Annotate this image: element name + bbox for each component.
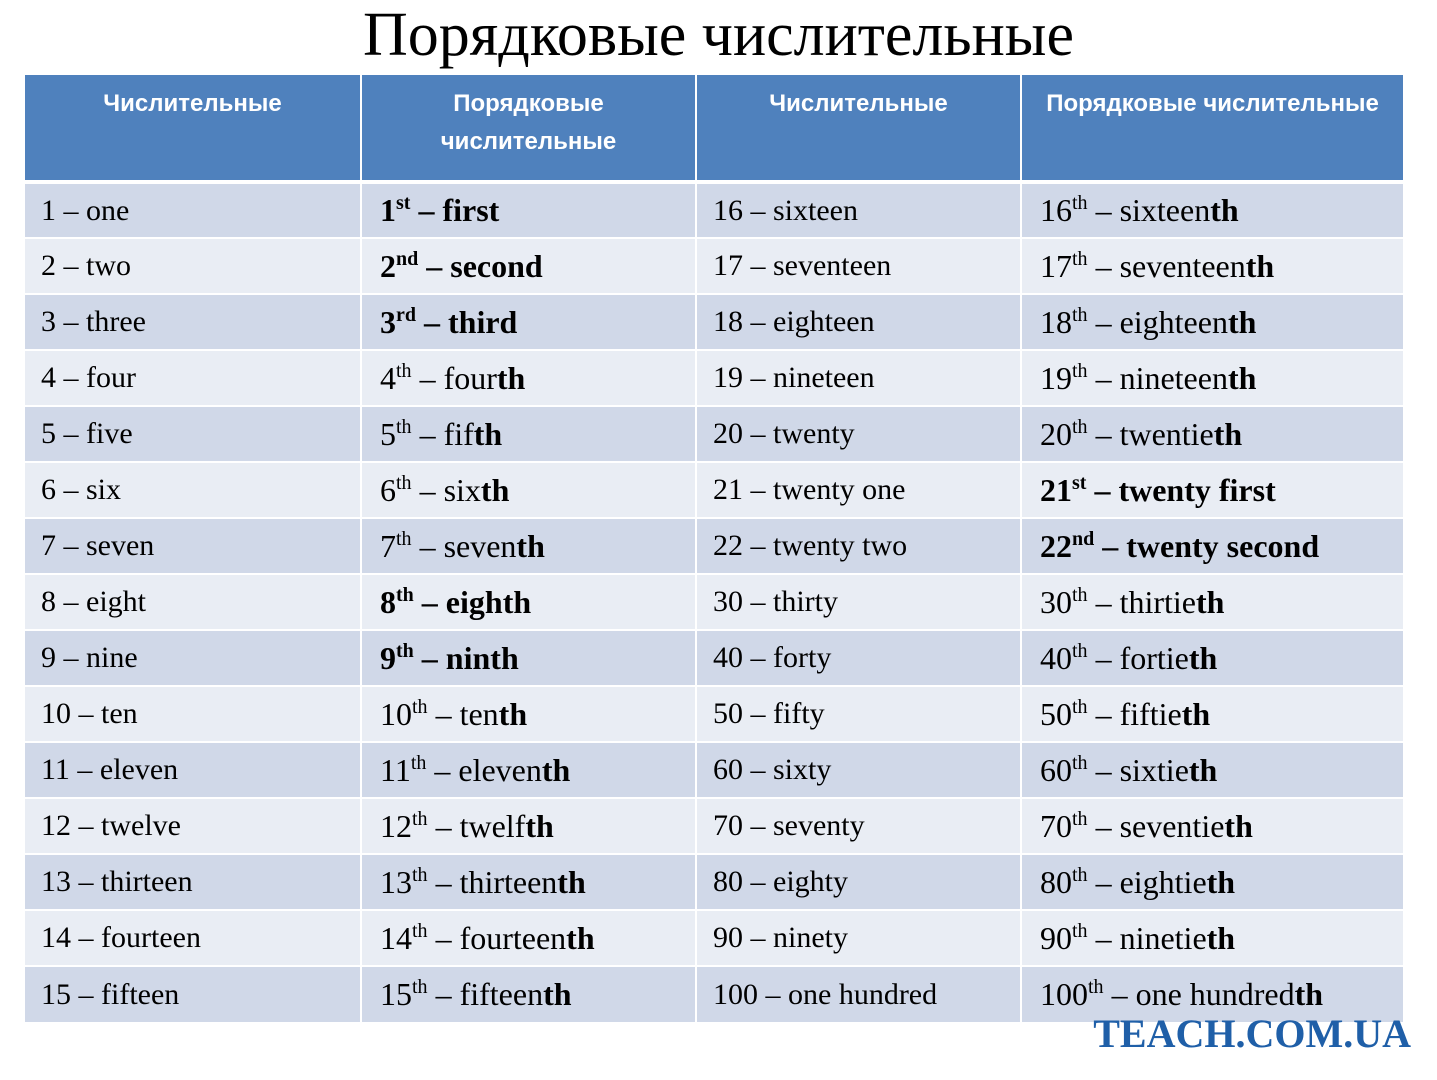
- ordinal-suffix: nd: [396, 247, 419, 270]
- ordinal-dash: –: [1087, 359, 1120, 396]
- ordinal-text: [380, 304, 517, 340]
- ordinal-cell: [1021, 854, 1403, 910]
- cardinal-cell: 13 – thirteen: [25, 854, 361, 910]
- ordinal-number: 90: [1040, 919, 1072, 956]
- ordinal-suffix: th: [1072, 303, 1088, 326]
- ordinal-suffix: th: [412, 919, 428, 942]
- ordinal-suffix: th: [1072, 751, 1088, 774]
- ordinal-ending: th: [1294, 976, 1324, 1012]
- ordinal-cell: [1021, 238, 1403, 294]
- ordinal-cell: [1021, 518, 1403, 574]
- ordinal-text: [380, 192, 499, 228]
- ordinal-text: [1040, 472, 1276, 508]
- header-cardinal-1: Числительные: [25, 75, 361, 182]
- header-ordinal-1: Порядковые числительные: [361, 75, 696, 182]
- ordinal-number: 21: [1040, 471, 1072, 508]
- ordinal-dash: –: [1086, 471, 1119, 508]
- cardinal-cell: 60 – sixty: [696, 742, 1021, 798]
- ordinal-suffix: st: [396, 192, 411, 214]
- cardinal-cell: 12 – twelve: [25, 798, 361, 854]
- ordinal-dash: –: [1087, 751, 1120, 788]
- ordinal-suffix: st: [1072, 471, 1087, 494]
- ordinal-cell: [1021, 574, 1403, 630]
- ordinal-stem: thirtie: [1119, 583, 1196, 620]
- ordinal-cell: [1021, 406, 1403, 462]
- cardinal-cell: 11 – eleven: [25, 742, 361, 798]
- ordinal-dash: –: [1094, 527, 1127, 564]
- numerals-table: [25, 75, 1403, 1022]
- ordinal-suffix: th: [412, 976, 428, 998]
- ordinal-dash: –: [411, 471, 444, 508]
- ordinal-suffix: th: [396, 471, 412, 494]
- ordinal-dash: –: [427, 695, 460, 732]
- ordinal-ending: th: [1227, 359, 1257, 396]
- ordinal-text: [1040, 920, 1235, 956]
- ordinal-cell: [361, 854, 696, 910]
- ordinal-text: [1040, 416, 1242, 452]
- ordinal-ending: th: [525, 807, 554, 844]
- ordinal-dash: –: [1087, 247, 1120, 284]
- ordinal-text: [380, 416, 502, 452]
- ordinal-dash: –: [413, 583, 446, 620]
- ordinal-cell: [361, 574, 696, 630]
- cardinal-cell: 17 – seventeen: [696, 238, 1021, 294]
- cardinal-cell: 18 – eighteen: [696, 294, 1021, 350]
- ordinal-number: 4: [380, 359, 396, 396]
- ordinal-dash: –: [411, 359, 444, 396]
- ordinal-dash: –: [1087, 415, 1120, 452]
- numerals-table-container: [25, 75, 1403, 1022]
- ordinal-ending: th: [1206, 863, 1236, 900]
- ordinal-text: [380, 808, 554, 844]
- ordinal-ending: th: [1195, 583, 1225, 620]
- ordinal-cell: [361, 798, 696, 854]
- ordinal-dash: –: [1087, 303, 1120, 340]
- ordinal-stem: fourteen: [459, 919, 567, 956]
- ordinal-stem: fif: [443, 415, 474, 452]
- table-row: [25, 294, 1403, 350]
- ordinal-ending: th: [498, 695, 528, 732]
- ordinal-text: [1040, 360, 1256, 396]
- ordinal-ending: th: [566, 919, 595, 956]
- ordinal-text: [1040, 528, 1319, 564]
- ordinal-ending: th: [496, 359, 526, 396]
- ordinal-stem: eighteen: [1119, 303, 1228, 340]
- ordinal-cell: [1021, 686, 1403, 742]
- ordinal-ending: first: [442, 192, 500, 228]
- ordinal-number: 3: [380, 303, 396, 340]
- ordinal-cell: [361, 686, 696, 742]
- ordinal-suffix: nd: [1072, 527, 1095, 550]
- ordinal-number: 30: [1040, 583, 1072, 620]
- cardinal-cell: 2 – two: [25, 238, 361, 294]
- ordinal-text: [380, 752, 570, 788]
- ordinal-dash: –: [427, 976, 460, 1012]
- header-ordinal-2: Порядковые числительные: [1021, 75, 1403, 182]
- ordinal-ending: second: [450, 247, 543, 284]
- ordinal-stem: ninetie: [1119, 919, 1207, 956]
- ordinal-suffix: th: [396, 359, 412, 382]
- cardinal-cell: 14 – fourteen: [25, 910, 361, 966]
- table-body: [25, 182, 1403, 1022]
- ordinal-text: [1040, 640, 1217, 676]
- ordinal-dash: –: [427, 807, 460, 844]
- ordinal-cell: [1021, 462, 1403, 518]
- ordinal-text: [1040, 808, 1253, 844]
- ordinal-dash: –: [1087, 807, 1120, 844]
- table-row: [25, 350, 1403, 406]
- cardinal-cell: 8 – eight: [25, 574, 361, 630]
- ordinal-text: [1040, 696, 1210, 732]
- ordinal-stem: eleven: [458, 751, 542, 788]
- cardinal-cell: 16 – sixteen: [696, 182, 1021, 238]
- ordinal-dash: –: [1087, 695, 1120, 732]
- ordinal-cell: [361, 182, 696, 238]
- ordinal-dash: –: [427, 863, 460, 900]
- ordinal-text: [1040, 192, 1239, 228]
- cardinal-cell: 22 – twenty two: [696, 518, 1021, 574]
- ordinal-ending: th: [1188, 751, 1218, 788]
- ordinal-number: 1: [380, 192, 396, 228]
- ordinal-dash: –: [427, 919, 460, 956]
- ordinal-cell: [1021, 910, 1403, 966]
- table-row: [25, 686, 1403, 742]
- cardinal-cell: 5 – five: [25, 406, 361, 462]
- cardinal-cell: 100 – one hundred: [696, 966, 1021, 1022]
- ordinal-suffix: th: [1072, 807, 1088, 830]
- ordinal-stem: six: [443, 471, 481, 508]
- ordinal-cell: [361, 406, 696, 462]
- ordinal-ending: th: [480, 471, 510, 508]
- ordinal-stem: thirteen: [459, 863, 558, 900]
- ordinal-number: 100: [1040, 976, 1088, 1012]
- ordinal-suffix: th: [412, 807, 428, 830]
- ordinal-number: 9: [380, 639, 396, 676]
- ordinal-ending: third: [448, 303, 518, 340]
- ordinal-suffix: rd: [396, 303, 416, 326]
- ordinal-stem: seventeen: [1119, 247, 1246, 284]
- table-row: [25, 238, 1403, 294]
- ordinal-stem: twelf: [459, 807, 526, 844]
- ordinal-number: 19: [1040, 359, 1072, 396]
- ordinal-cell: [361, 238, 696, 294]
- ordinal-text: [1040, 584, 1224, 620]
- ordinal-stem: nineteen: [1119, 359, 1228, 396]
- table-row: [25, 406, 1403, 462]
- page-title: Порядковые числительные: [363, 1, 1074, 69]
- ordinal-number: 14: [380, 919, 412, 956]
- table-row: [25, 182, 1403, 238]
- ordinal-ending: th: [1213, 415, 1243, 452]
- ordinal-suffix: th: [1072, 192, 1088, 214]
- ordinal-stem: seven: [443, 527, 517, 564]
- ordinal-ending: ninth: [445, 639, 519, 676]
- ordinal-ending: th: [557, 863, 586, 900]
- ordinal-text: [380, 584, 531, 620]
- cardinal-cell: 90 – ninety: [696, 910, 1021, 966]
- cardinal-cell: 1 – one: [25, 182, 361, 238]
- cardinal-cell: 7 – seven: [25, 518, 361, 574]
- ordinal-number: 80: [1040, 863, 1072, 900]
- ordinal-text: [380, 976, 572, 1012]
- cardinal-cell: 21 – twenty one: [696, 462, 1021, 518]
- ordinal-ending: th: [1245, 247, 1275, 284]
- ordinal-number: 22: [1040, 527, 1072, 564]
- ordinal-text: [380, 248, 543, 284]
- ordinal-number: 12: [380, 807, 412, 844]
- ordinal-cell: [1021, 630, 1403, 686]
- ordinal-suffix: th: [1088, 976, 1104, 998]
- ordinal-stem: fiftie: [1119, 695, 1182, 732]
- ordinal-cell: [361, 294, 696, 350]
- ordinal-suffix: th: [1072, 359, 1088, 382]
- ordinal-number: 15: [380, 976, 412, 1012]
- ordinal-stem: one hundred: [1135, 976, 1295, 1012]
- ordinal-text: [380, 528, 545, 564]
- ordinal-number: 16: [1040, 192, 1072, 228]
- ordinal-dash: –: [418, 247, 451, 284]
- ordinal-stem: twentie: [1119, 415, 1214, 452]
- cardinal-cell: 20 – twenty: [696, 406, 1021, 462]
- ordinal-cell: [361, 966, 696, 1022]
- cardinal-cell: 3 – three: [25, 294, 361, 350]
- table-row: [25, 462, 1403, 518]
- ordinal-cell: [361, 518, 696, 574]
- ordinal-cell: [361, 350, 696, 406]
- table-header-row: [25, 75, 1403, 182]
- ordinal-dash: –: [411, 527, 444, 564]
- ordinal-suffix: th: [412, 695, 428, 718]
- ordinal-stem: sixtie: [1119, 751, 1189, 788]
- ordinal-ending: th: [1181, 695, 1211, 732]
- ordinal-ending: th: [1188, 639, 1218, 676]
- ordinal-text: [1040, 752, 1217, 788]
- ordinal-suffix: th: [1072, 695, 1088, 718]
- ordinal-text: [380, 640, 519, 676]
- ordinal-suffix: th: [412, 863, 428, 886]
- ordinal-number: 50: [1040, 695, 1072, 732]
- cardinal-cell: 70 – seventy: [696, 798, 1021, 854]
- ordinal-ending: eighth: [445, 583, 532, 620]
- ordinal-suffix: th: [1072, 247, 1088, 270]
- ordinal-suffix: th: [410, 751, 427, 774]
- ordinal-ending: th: [1206, 919, 1236, 956]
- cardinal-cell: 10 – ten: [25, 686, 361, 742]
- ordinal-suffix: th: [396, 583, 414, 606]
- ordinal-number: 6: [380, 471, 396, 508]
- ordinal-stem: fifteen: [459, 976, 544, 1012]
- ordinal-number: 17: [1040, 247, 1072, 284]
- ordinal-text: [1040, 864, 1235, 900]
- ordinal-number: 2: [380, 247, 396, 284]
- ordinal-ending: th: [1227, 303, 1257, 340]
- ordinal-stem: eightie: [1119, 863, 1207, 900]
- cardinal-cell: 6 – six: [25, 462, 361, 518]
- ordinal-suffix: th: [1072, 863, 1088, 886]
- ordinal-suffix: th: [1072, 639, 1088, 662]
- ordinal-text: [1040, 248, 1274, 284]
- ordinal-cell: [1021, 350, 1403, 406]
- cardinal-cell: 50 – fifty: [696, 686, 1021, 742]
- header-cardinal-2: Числительные: [696, 75, 1021, 182]
- ordinal-suffix: th: [396, 527, 412, 550]
- ordinal-cell: [361, 630, 696, 686]
- ordinal-cell: [1021, 294, 1403, 350]
- ordinal-stem: seventie: [1119, 807, 1225, 844]
- ordinal-ending: th: [1224, 807, 1253, 844]
- ordinal-suffix: th: [1072, 415, 1088, 438]
- ordinal-ending: twenty first: [1118, 471, 1276, 508]
- ordinal-ending: th: [516, 527, 545, 564]
- cardinal-cell: 80 – eighty: [696, 854, 1021, 910]
- ordinal-suffix: th: [396, 415, 412, 438]
- ordinal-dash: –: [410, 192, 443, 228]
- ordinal-number: 11: [380, 751, 411, 788]
- table-row: [25, 910, 1403, 966]
- ordinal-number: 7: [380, 527, 396, 564]
- ordinal-dash: –: [416, 303, 448, 340]
- table-row: [25, 798, 1403, 854]
- ordinal-suffix: th: [1072, 919, 1088, 942]
- cardinal-cell: 19 – nineteen: [696, 350, 1021, 406]
- ordinal-suffix: th: [1072, 583, 1088, 606]
- ordinal-ending: th: [1210, 192, 1239, 228]
- cardinal-cell: 15 – fifteen: [25, 966, 361, 1022]
- table-row: [25, 742, 1403, 798]
- ordinal-dash: –: [1087, 639, 1120, 676]
- table-row: [25, 630, 1403, 686]
- ordinal-dash: –: [1103, 976, 1136, 1012]
- ordinal-number: 40: [1040, 639, 1072, 676]
- ordinal-number: 20: [1040, 415, 1072, 452]
- ordinal-dash: –: [1087, 919, 1120, 956]
- table-row: [25, 574, 1403, 630]
- ordinal-number: 70: [1040, 807, 1072, 844]
- ordinal-cell: [361, 910, 696, 966]
- ordinal-number: 5: [380, 415, 396, 452]
- cardinal-cell: 30 – thirty: [696, 574, 1021, 630]
- ordinal-text: [1040, 976, 1323, 1012]
- ordinal-text: [380, 360, 525, 396]
- ordinal-number: 13: [380, 863, 412, 900]
- ordinal-ending: th: [541, 751, 571, 788]
- ordinal-dash: –: [411, 415, 444, 452]
- ordinal-text: [380, 864, 586, 900]
- ordinal-dash: –: [1087, 192, 1120, 228]
- ordinal-dash: –: [413, 639, 446, 676]
- ordinal-ending: th: [473, 415, 503, 452]
- ordinal-dash: –: [426, 751, 459, 788]
- table-row: [25, 518, 1403, 574]
- ordinal-stem: four: [443, 359, 497, 396]
- ordinal-dash: –: [1087, 583, 1120, 620]
- ordinal-text: [380, 920, 595, 956]
- cardinal-cell: 9 – nine: [25, 630, 361, 686]
- ordinal-cell: [1021, 798, 1403, 854]
- ordinal-ending: twenty second: [1126, 527, 1320, 564]
- ordinal-number: 18: [1040, 303, 1072, 340]
- ordinal-number: 10: [380, 695, 412, 732]
- ordinal-stem: fortie: [1119, 639, 1189, 676]
- table-row: [25, 854, 1403, 910]
- ordinal-text: [1040, 304, 1256, 340]
- ordinal-ending: th: [543, 976, 572, 1012]
- ordinal-text: [380, 696, 527, 732]
- ordinal-cell: [1021, 182, 1403, 238]
- site-brand-logo: TEACH.COM.UA: [1093, 1011, 1411, 1056]
- ordinal-dash: –: [1087, 863, 1120, 900]
- ordinal-stem: ten: [459, 695, 499, 732]
- ordinal-cell: [1021, 742, 1403, 798]
- ordinal-stem: sixteen: [1119, 192, 1211, 228]
- cardinal-cell: 40 – forty: [696, 630, 1021, 686]
- ordinal-cell: [361, 462, 696, 518]
- ordinal-text: [380, 472, 509, 508]
- ordinal-number: 60: [1040, 751, 1072, 788]
- cardinal-cell: 4 – four: [25, 350, 361, 406]
- ordinal-suffix: th: [396, 639, 414, 662]
- ordinal-number: 8: [380, 583, 396, 620]
- ordinal-cell: [361, 742, 696, 798]
